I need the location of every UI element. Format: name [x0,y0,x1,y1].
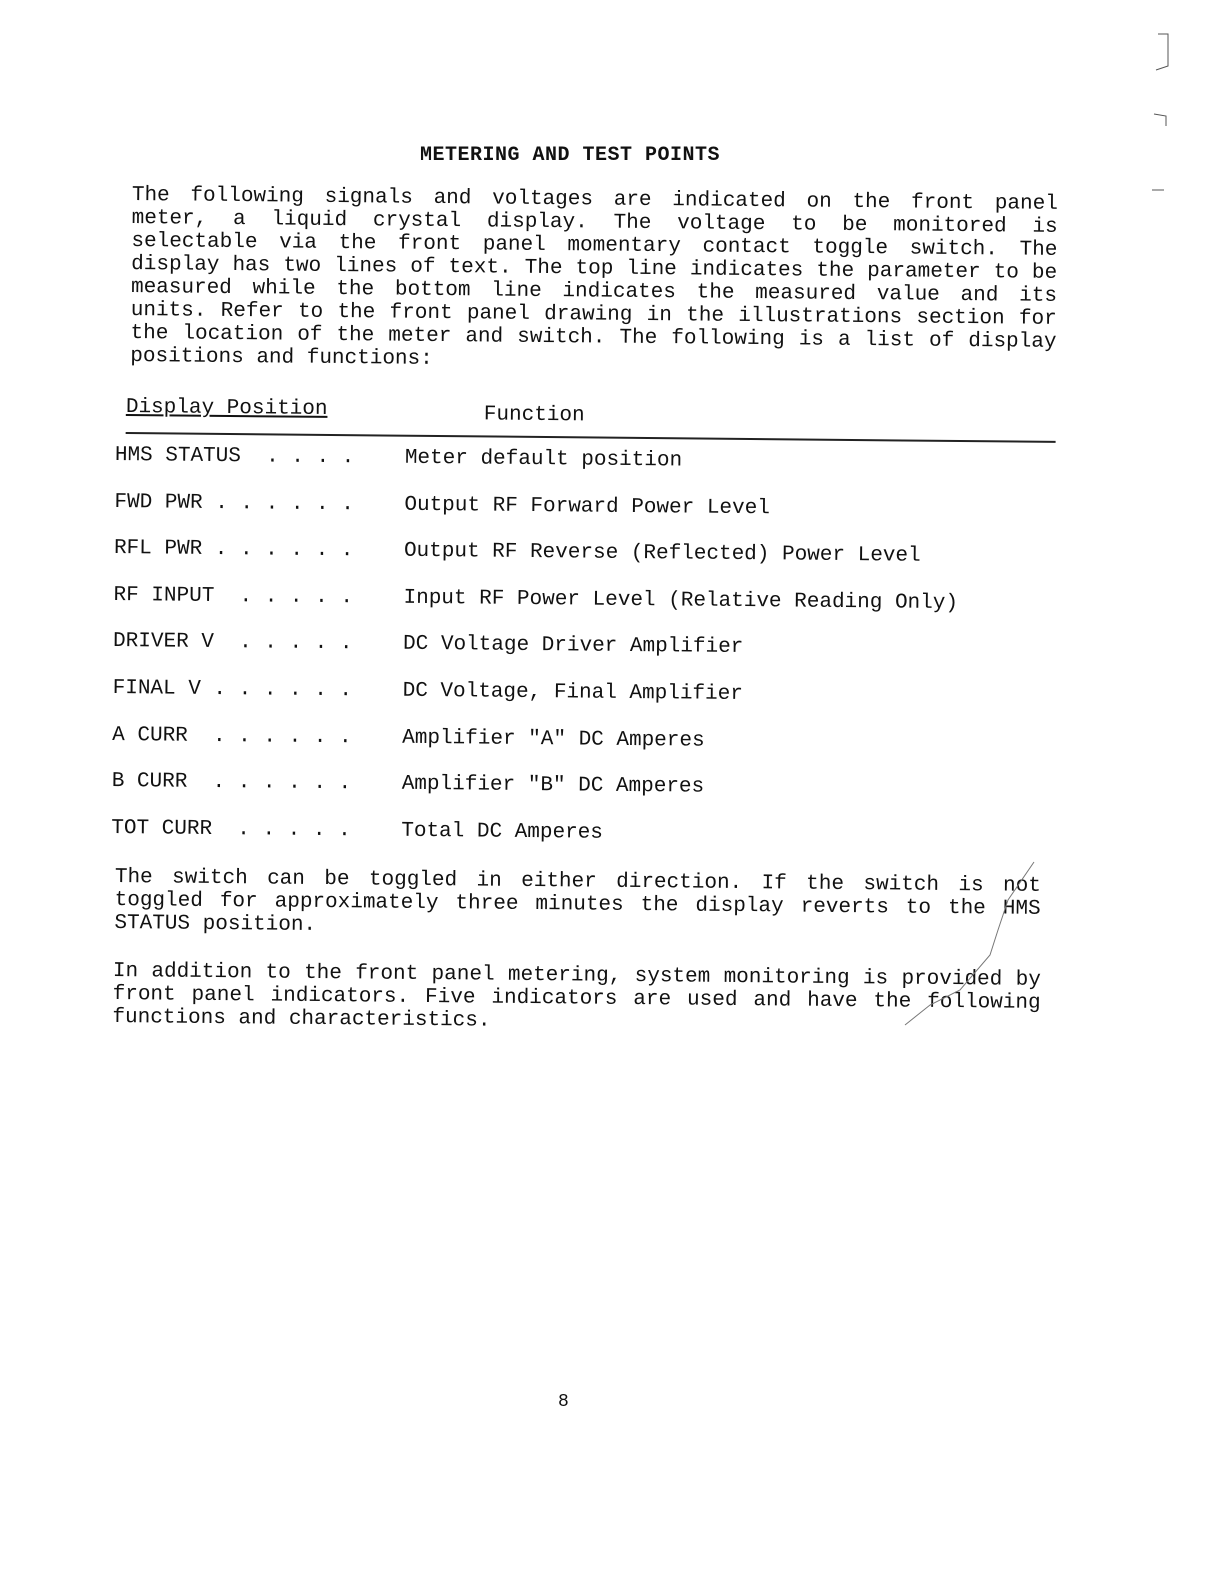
display-position: DRIVER V . . . . . [112,630,353,656]
function-description: Output RF Forward Power Level [404,493,770,520]
display-position: A CURR . . . . . . [112,723,352,749]
corner-bracket-mark [1154,114,1166,126]
corner-bracket-mark [1156,34,1168,70]
display-position: TOT CURR . . . . . [111,816,351,843]
indicators-paragraph: In addition to the front panel metering, system monitoring is provided by front panel indicators. Five indicators are used and have the following functions and characteristics. [112,960,1041,1033]
function-description: Input RF Power Level (Relative Reading Only) [403,586,959,615]
function-description: Amplifier "A" DC Amperes [402,726,705,753]
header-display-position: Display Position [125,396,328,421]
function-description: Output RF Reverse (Reflected) Power Level [403,539,921,568]
display-position: HMS STATUS . . . . [114,444,355,470]
display-position: RFL PWR . . . . . . [113,537,354,563]
display-position: RF INPUT . . . . . [113,583,354,610]
header-function: Function [483,403,585,428]
page-number: 8 [558,1392,569,1412]
display-position: FINAL V . . . . . . [112,676,353,703]
intro-paragraph: The following signals and voltages are indicated on the front panel meter, a liquid crystal display. The voltage to be monitored is selectable via the front panel momentary contact toggle switch. The display has two lines of text. The top line indicates the parameter to be measured while the bottom line indicates the measured value and its units. Refer to the front panel drawing in the illustrations section for the location of the meter and switch. The following is a list of display positions and functions: [130,184,1058,371]
function-description: DC Voltage Driver Amplifier [402,633,744,660]
function-description: Amplifier "B" DC Amperes [401,772,705,799]
display-position: B CURR . . . . . . [111,770,352,796]
function-description: Meter default position [404,446,683,473]
page-title: METERING AND TEST POINTS [420,144,721,167]
function-description: DC Voltage, Final Amplifier [402,679,744,707]
switch-paragraph: The switch can be toggled in either direction. If the switch is not toggled for approximately three minutes the display reverts to the HMS STATUS position. [114,866,1041,937]
pencil-stroke-mark [905,862,1034,1025]
function-description: Total DC Amperes [401,819,604,845]
display-position: FWD PWR . . . . . . [114,490,354,516]
